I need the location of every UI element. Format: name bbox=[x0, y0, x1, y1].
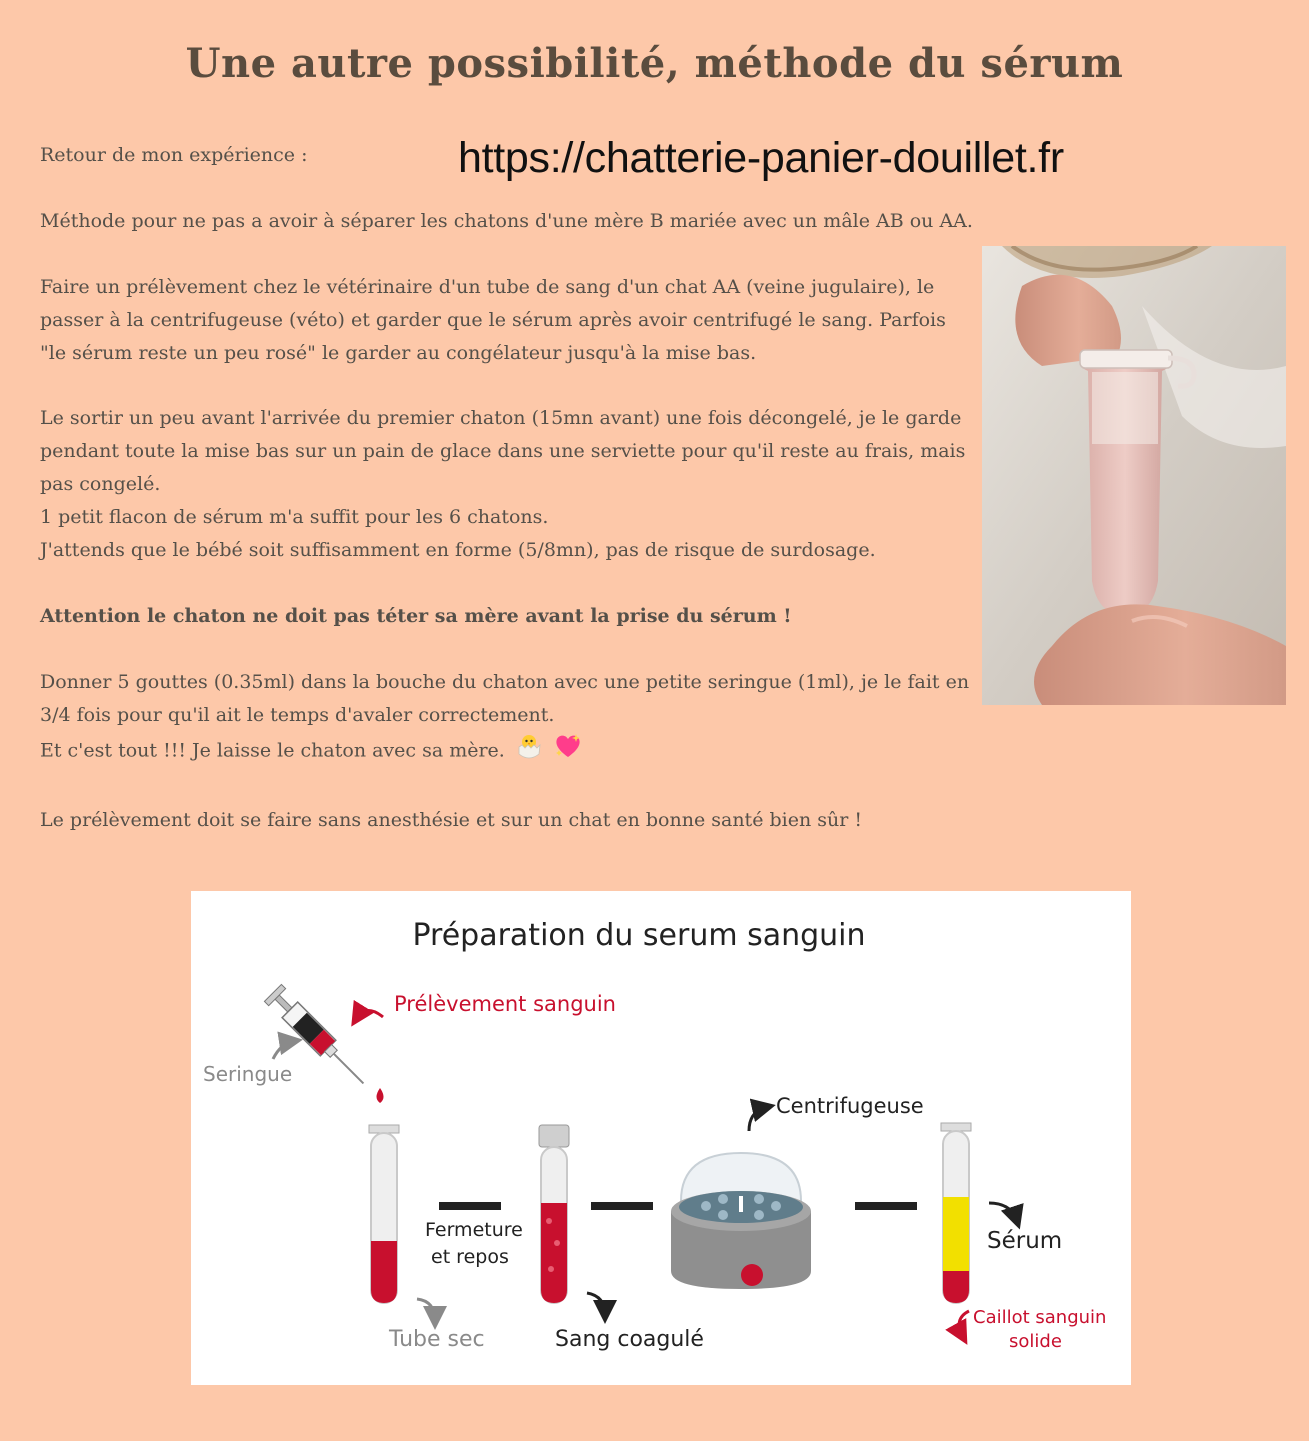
label-solide: solide bbox=[1009, 1331, 1062, 1352]
label-fermeture: Fermeture bbox=[425, 1219, 523, 1241]
serum-preparation-diagram bbox=[191, 891, 1131, 1385]
intro-text: Retour de mon expérience : bbox=[40, 144, 308, 166]
flask-text: 1 petit flacon de sérum m'a suffit pour les 6 chatons. bbox=[40, 506, 549, 528]
sparkling-heart-icon bbox=[553, 732, 583, 771]
serum-tube-icon bbox=[941, 1123, 971, 1303]
label-tube-sec: Tube sec bbox=[389, 1327, 485, 1352]
health-note-paragraph: Le prélèvement doit se faire sans anesthésie et sur un chat en bonne santé bien sûr ! bbox=[40, 809, 862, 831]
thawing-text: Le sortir un peu avant l'arrivée du premier chaton (15mn avant) une fois décongelé, je le garde pendant toute la mise bas sur un pain de glace dans une serviette pour qu'il reste au frais, mais pas congelé. bbox=[40, 407, 966, 495]
method-paragraph: Méthode pour ne pas a avoir à séparer les chatons d'une mère B mariée avec un mâle AB ou AA. bbox=[40, 210, 973, 232]
blood-drop-icon bbox=[377, 1088, 384, 1103]
dosage-paragraph bbox=[40, 666, 975, 771]
watermark-url: https://chatterie-panier-douillet.fr bbox=[458, 134, 1064, 182]
page-title: Une autre possibilité, méthode du sérum bbox=[185, 40, 1124, 87]
label-caillot: Caillot sanguin bbox=[973, 1307, 1107, 1328]
waiting-paragraph: J'attends que le bébé soit suffisamment en forme (5/8mn), pas de risque de surdosage. bbox=[40, 539, 876, 561]
dosage-text: Donner 5 gouttes (0.35ml) dans la bouche du chaton avec une petite seringue (1ml), je le fait en 3/4 fois pour qu'il ait le temps d'avaler correctement. bbox=[40, 671, 970, 726]
serum-tube-photo bbox=[982, 246, 1286, 705]
coagulated-tube-icon bbox=[539, 1125, 569, 1303]
hatching-chick-icon bbox=[515, 732, 543, 771]
done-text: Et c'est tout !!! Je laisse le chaton avec sa mère. bbox=[40, 739, 505, 762]
centrifuge-icon bbox=[671, 1153, 811, 1289]
label-prelevement: Prélèvement sanguin bbox=[394, 992, 616, 1016]
label-repos: et repos bbox=[431, 1246, 509, 1268]
label-seringue: Seringue bbox=[203, 1062, 293, 1086]
step-arrow-2 bbox=[591, 1202, 653, 1210]
dry-tube-icon bbox=[369, 1125, 399, 1303]
warning-paragraph: Attention le chaton ne doit pas téter sa mère avant la prise du sérum ! bbox=[40, 605, 792, 627]
label-centrifugeuse: Centrifugeuse bbox=[776, 1094, 924, 1118]
diagram-title: Préparation du serum sanguin bbox=[412, 918, 866, 953]
thawing-paragraph bbox=[40, 402, 970, 534]
step-arrow-1 bbox=[439, 1202, 501, 1210]
label-sang-coagule: Sang coagulé bbox=[555, 1327, 704, 1352]
collection-paragraph: Faire un prélèvement chez le vétérinaire d'un tube de sang d'un chat AA (veine jugulaire), le passer à la centrifugeuse (véto) et garder que le sérum après avoir centrifugé le sang. Parfois "le sérum reste un peu rosé" le garder au congélateur jusqu'à la mise bas. bbox=[40, 276, 946, 364]
step-arrow-3 bbox=[855, 1202, 917, 1210]
label-serum: Sérum bbox=[987, 1228, 1063, 1254]
